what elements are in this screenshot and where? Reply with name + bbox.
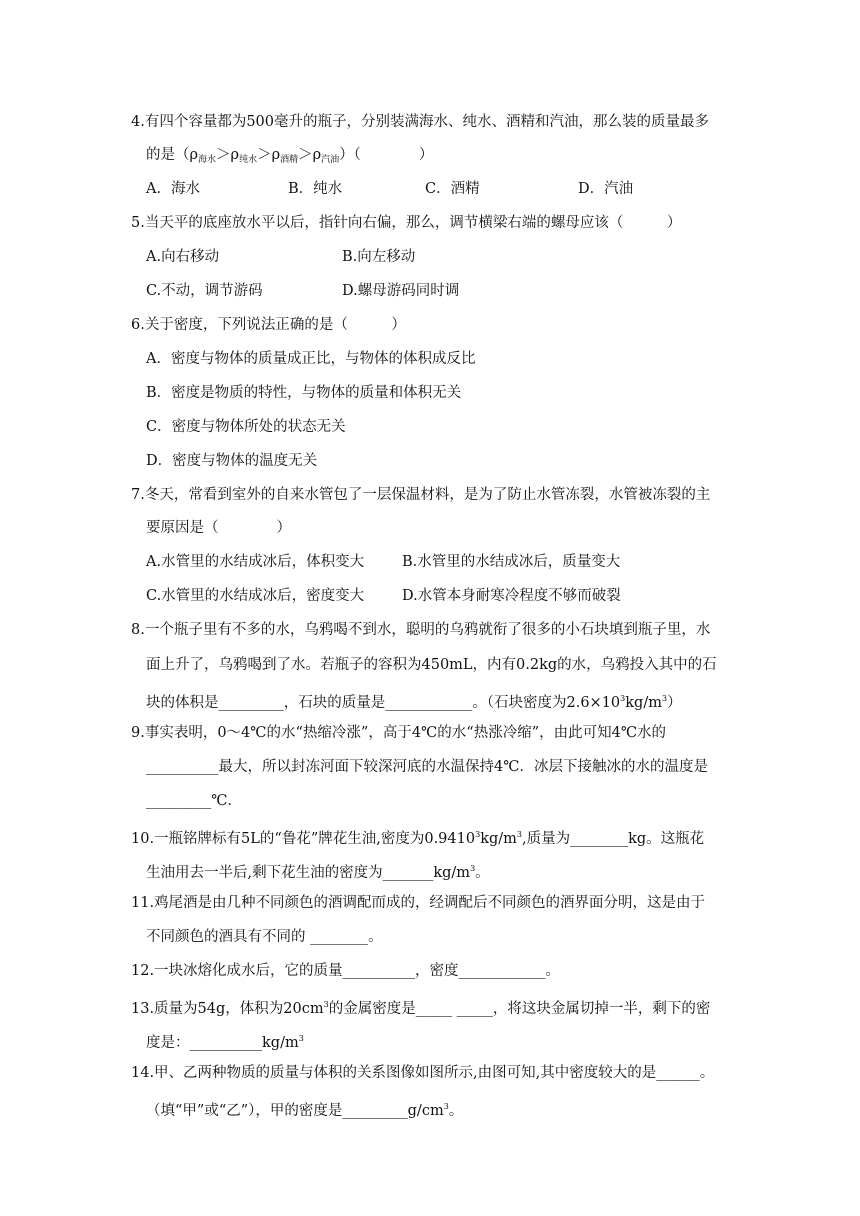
q8-line2: 面上升了，乌鸦喝到了水。若瓶子的容积为450mL，内有0.2kg的水，乌鸦投入其中的石 <box>146 657 717 673</box>
q9-line1: 9.事实表明，0～4℃的水“热缩冷涨”，高于4℃的水“热涨冷缩”，由此可知4℃水的 <box>131 725 667 741</box>
q14-line2: （填“甲”或“乙”），甲的密度是$\_\_\_\_\_\_\_\_\_g/cm^3$。 <box>146 1102 464 1119</box>
q11-line1: 11.鸡尾酒是由几种不同颜色的酒调配而成的，经调配后不同颜色的酒界面分明，这是由于 <box>131 895 706 911</box>
q6-option-d: D．密度与物体的温度无关 <box>146 453 318 469</box>
q9-line3: _________℃． <box>146 793 242 809</box>
q7-option-a: A.水管里的水结成冰后，体积变大 <box>146 554 365 570</box>
q4-option-c: C．酒精 <box>425 181 480 197</box>
q4-stem-line1: 4.有四个容量都为500毫升的瓶子，分别装满海水、纯水、酒精和汽油，那么装的质量最多 <box>131 114 710 130</box>
q13-line1: 13.质量为54g，体积为$20cm^3$的金属密度是_____ _____，将这块金属切掉一半，剩下的密 <box>131 1000 711 1017</box>
q5-option-d: D.螺母游码同时调 <box>342 283 460 299</box>
q4-option-a: A．海水 <box>146 181 200 197</box>
q13-line2: 度是：$\_\_\_\_\_\_\_\_\_\_kg/m^3$ <box>146 1034 304 1051</box>
q10-line1: 10.一瓶铭牌标有5L的“鲁花”牌花生油,密度为$0.9410^3kg/m^3$,质量为________kg。这瓶花 <box>131 830 705 847</box>
q4-stem-line2: 的是$(\rho_{海水}>\rho_{纯水}>\rho_{酒精}>\rho_{汽油})$（ ） <box>146 147 434 165</box>
q7-stem-line1: 7.冬天，常看到室外的自来水管包了一层保温材料，是为了防止水管冻裂，水管被冻裂的主 <box>131 487 711 503</box>
q6-option-c: C．密度与物体所处的状态无关 <box>146 419 346 435</box>
q7-option-d: D.水管本身耐寒冷程度不够而破裂 <box>402 588 621 604</box>
q7-option-c: C.水管里的水结成冰后，密度变大 <box>146 588 365 604</box>
q5-stem: 5.当天平的底座放水平以后，指针向右偏，那么，调节横梁右端的螺母应该（ ） <box>131 215 682 231</box>
q8-line3: 块的体积是_________，石块的质量是____________。（石块密度为$2.6\times 10^3kg/m^3$） <box>146 694 682 711</box>
q5-option-c: C.不动，调节游码 <box>146 283 263 299</box>
q6-stem: 6.关于密度，下列说法正确的是（ ） <box>131 317 406 333</box>
q11-line2: 不同颜色的酒具有不同的 ________。 <box>146 929 383 945</box>
q7-option-b: B.水管里的水结成冰后，质量变大 <box>402 554 621 570</box>
q8-line1: 8.一个瓶子里有不多的水，乌鸦喝不到水，聪明的乌鸦就衔了很多的小石块填到瓶子里，水 <box>131 622 711 638</box>
q9-line2: __________最大，所以封冻河面下较深河底的水温保持4℃．冰层下接触冰的水的温度是 <box>146 759 708 775</box>
q12-line1: 12.一块冰熔化成水后，它的质量__________，密度____________。 <box>131 963 561 979</box>
q5-option-a: A.向右移动 <box>146 249 220 265</box>
q10-line2: 生油用去一半后,剩下花生油的密度为$\_\_\_\_\_\_\_kg/m^3$。 <box>146 864 490 881</box>
q7-stem-line2: 要原因是（ ） <box>146 520 291 536</box>
q14-line1: 14.甲、乙两种物质的质量与体积的关系图像如图所示,由图可知,其中密度较大的是______。 <box>131 1065 715 1081</box>
q5-option-b: B.向左移动 <box>342 249 416 265</box>
q6-option-b: B．密度是物质的特性，与物体的质量和体积无关 <box>146 385 462 401</box>
q4-option-d: D．汽油 <box>578 181 634 197</box>
q4-option-b: B．纯水 <box>288 181 343 197</box>
q6-option-a: A．密度与物体的质量成正比，与物体的体积成反比 <box>146 351 476 367</box>
